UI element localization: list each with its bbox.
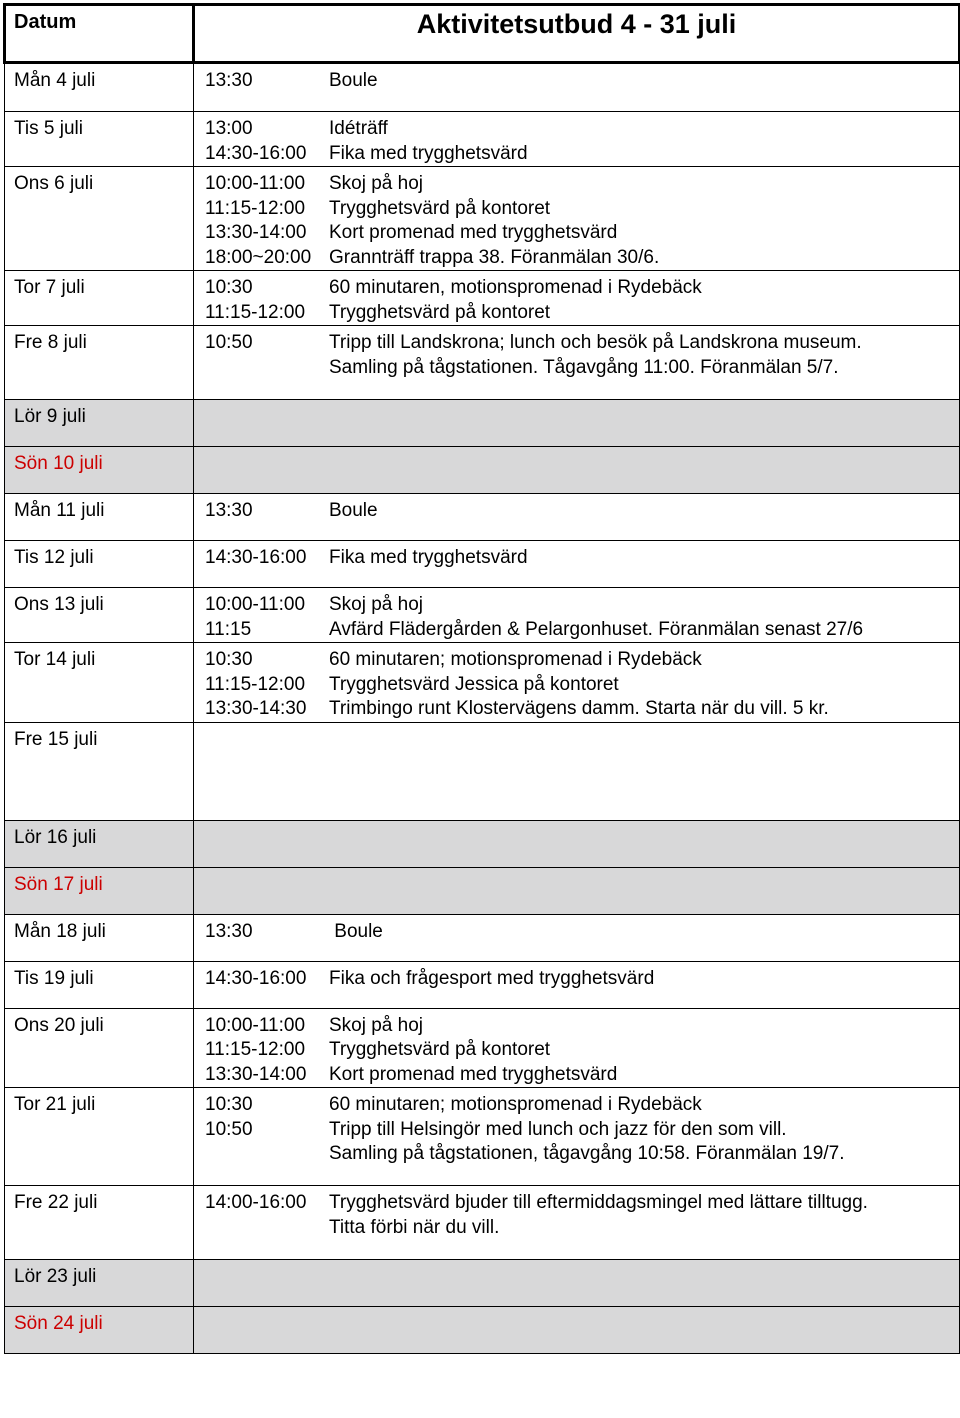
activity-time: 11:15-12:00 — [205, 197, 306, 219]
day-label: Mån 11 juli — [5, 494, 194, 541]
day-label: Fre 22 juli — [5, 1186, 194, 1260]
schedule-row — [5, 494, 960, 541]
activities-cell — [194, 820, 960, 867]
schedule-row — [5, 271, 960, 326]
activity-line — [205, 1118, 959, 1143]
activities-cell — [194, 167, 960, 271]
schedule-row — [5, 400, 960, 447]
activity-time: 13:30 — [205, 920, 253, 942]
activity-description: Tripp till Helsingör med lunch och jazz för den som vill. — [329, 1118, 787, 1140]
activities-cell — [194, 447, 960, 494]
day-label: Tis 19 juli — [5, 961, 194, 1008]
activity-time: 14:30-16:00 — [205, 142, 307, 164]
schedule-row — [5, 820, 960, 867]
activities-cell — [194, 112, 960, 167]
activity-description: Trygghetsvärd på kontoret — [329, 301, 551, 323]
activity-time: 14:30-16:00 — [205, 547, 307, 568]
activity-time: 11:15 — [205, 618, 252, 640]
activity-line — [205, 221, 959, 246]
activities-cell — [194, 1186, 960, 1260]
schedule-row — [5, 167, 960, 271]
date-column-header: Datum — [5, 5, 194, 63]
activity-line — [205, 673, 959, 698]
schedule-row — [5, 326, 960, 400]
activity-time: 13:30-14:00 — [205, 222, 307, 243]
activity-time: 13:30-14:30 — [205, 698, 307, 719]
activity-line — [205, 967, 959, 992]
activity-description: 60 minutaren; motionspromenad i Rydebäck — [329, 649, 702, 670]
schedule-row — [5, 1260, 960, 1307]
schedule-row — [5, 867, 960, 914]
activity-time: 10:50 — [205, 332, 253, 353]
activities-cell — [194, 588, 960, 643]
activity-line — [205, 331, 959, 356]
day-label: Lör 9 juli — [5, 400, 194, 447]
activity-line — [205, 648, 959, 673]
activity-line — [205, 1038, 959, 1063]
activities-cell — [194, 326, 960, 400]
schedule-row — [5, 541, 960, 588]
activity-line — [205, 1216, 959, 1241]
activity-description: 60 minutaren; motionspromenad i Rydebäck — [329, 1094, 702, 1115]
activity-description: Boule — [329, 500, 378, 521]
document-title: Aktivitetsutbud 4 - 31 juli — [194, 5, 960, 63]
activity-time: 18:00~20:00 — [205, 246, 312, 268]
activity-description: Trygghetsvärd Jessica på kontoret — [329, 673, 619, 695]
activities-cell — [194, 1088, 960, 1186]
activities-cell — [194, 271, 960, 326]
activity-line — [205, 246, 959, 271]
day-label: Tor 7 juli — [5, 271, 194, 326]
activity-line — [205, 197, 959, 222]
activity-time: 11:15-12:00 — [205, 1039, 306, 1060]
activity-line — [205, 301, 959, 326]
activities-cell — [194, 541, 960, 588]
day-label: Tis 5 juli — [5, 112, 194, 167]
schedule-table — [3, 3, 960, 1354]
activity-time: 13:30 — [205, 500, 253, 521]
activity-description: Trygghetsvärd på kontoret — [329, 197, 551, 219]
day-label: Tis 12 juli — [5, 541, 194, 588]
activity-description: Avfärd Flädergården & Pelargonhuset. Föranmälan senast 27/6 — [329, 618, 864, 640]
schedule-row — [5, 643, 960, 723]
schedule-row — [5, 961, 960, 1008]
activity-time: 10:30 — [205, 277, 253, 298]
activity-description: Skoj på hoj — [329, 594, 424, 615]
activity-line — [205, 618, 959, 643]
activity-time: 11:15-12:00 — [205, 673, 306, 695]
day-label: Fre 8 juli — [5, 326, 194, 400]
activity-description: 60 minutaren, motionspromenad i Rydebäck — [329, 277, 702, 298]
schedule-row — [5, 1186, 960, 1260]
day-label: Sön 24 juli — [5, 1307, 194, 1354]
day-label: Mån 18 juli — [5, 914, 194, 961]
activity-description: Trimbingo runt Klostervägens damm. Starta när du vill. 5 kr. — [329, 698, 829, 719]
activity-description: Skoj på hoj — [329, 173, 424, 194]
activity-line — [205, 117, 959, 142]
activity-description: Kort promenad med trygghetsvärd — [329, 222, 618, 243]
schedule-row — [5, 112, 960, 167]
day-label: Tor 14 juli — [5, 643, 194, 723]
day-label: Tor 21 juli — [5, 1088, 194, 1186]
activities-cell — [194, 1260, 960, 1307]
activities-cell — [194, 643, 960, 723]
schedule-row — [5, 1088, 960, 1186]
activity-time: 10:30 — [205, 649, 253, 670]
activity-time: 13:00 — [205, 118, 253, 139]
schedule-row — [5, 1008, 960, 1088]
activity-description: Fika och frågesport med trygghetsvärd — [329, 967, 655, 989]
activity-description: Skoj på hoj — [329, 1014, 424, 1036]
activity-description: Trygghetsvärd på kontoret — [329, 1039, 551, 1060]
schedule-row — [5, 914, 960, 961]
activity-line — [205, 697, 959, 722]
day-label: Ons 13 juli — [5, 588, 194, 643]
activity-time: 10:00-11:00 — [205, 594, 306, 615]
activities-cell — [194, 1008, 960, 1088]
activity-description: Boule — [329, 70, 378, 91]
activity-description: Grannträff trappa 38. Föranmälan 30/6. — [329, 246, 660, 268]
activity-line — [205, 1191, 959, 1216]
schedule-row — [5, 722, 960, 820]
header-row — [5, 5, 960, 63]
activity-time: 11:15-12:00 — [205, 301, 306, 323]
activities-cell — [194, 867, 960, 914]
activity-line — [205, 920, 959, 945]
day-label: Lör 16 juli — [5, 820, 194, 867]
activity-line — [205, 172, 959, 197]
activity-line — [205, 546, 959, 571]
schedule-row — [5, 588, 960, 643]
schedule-row — [5, 447, 960, 494]
activity-description: Tripp till Landskrona; lunch och besök på Landskrona museum. — [329, 332, 862, 353]
activity-description: Kort promenad med trygghetsvärd — [329, 1063, 618, 1085]
activity-description: Fika med trygghetsvärd — [329, 142, 528, 164]
schedule-body — [5, 5, 960, 1354]
activity-line — [205, 1142, 959, 1167]
activity-line — [205, 1014, 959, 1039]
activity-description: Idéträff — [329, 118, 388, 139]
activity-time: 14:00-16:00 — [205, 1192, 307, 1213]
activity-time: 10:00-11:00 — [205, 173, 306, 194]
activity-time: 14:30-16:00 — [205, 967, 307, 989]
activities-cell — [194, 63, 960, 112]
activities-cell — [194, 914, 960, 961]
activity-line — [205, 276, 959, 301]
activity-line — [205, 356, 959, 381]
day-label: Mån 4 juli — [5, 63, 194, 112]
activity-description: Trygghetsvärd bjuder till eftermiddagsmingel med lättare tilltugg. — [329, 1192, 868, 1213]
activities-cell — [194, 494, 960, 541]
activity-line — [205, 142, 959, 167]
activity-time: 10:30 — [205, 1094, 253, 1115]
day-label: Ons 6 juli — [5, 167, 194, 271]
activity-time: 10:00-11:00 — [205, 1014, 306, 1036]
schedule-row — [5, 1307, 960, 1354]
activities-cell — [194, 400, 960, 447]
activity-description: Samling på tågstationen. Tågavgång 11:00. Föranmälan 5/7. — [329, 356, 839, 378]
activities-cell — [194, 961, 960, 1008]
activity-description: Boule — [329, 920, 383, 942]
activity-description: Samling på tågstationen, tågavgång 10:58. Föranmälan 19/7. — [329, 1143, 845, 1164]
schedule-row — [5, 63, 960, 112]
day-label: Lör 23 juli — [5, 1260, 194, 1307]
day-label: Sön 17 juli — [5, 867, 194, 914]
activity-description: Titta förbi när du vill. — [329, 1216, 500, 1238]
activity-line — [205, 1093, 959, 1118]
activity-time: 13:30 — [205, 70, 253, 91]
activity-line — [205, 593, 959, 618]
activity-time: 13:30-14:00 — [205, 1063, 307, 1085]
activity-line — [205, 69, 959, 94]
day-label: Fre 15 juli — [5, 722, 194, 820]
activity-line — [205, 499, 959, 524]
activities-cell — [194, 1307, 960, 1354]
activities-cell — [194, 722, 960, 820]
day-label: Sön 10 juli — [5, 447, 194, 494]
activity-time: 10:50 — [205, 1118, 253, 1140]
activity-description: Fika med trygghetsvärd — [329, 547, 528, 568]
activity-line — [205, 1063, 959, 1088]
day-label: Ons 20 juli — [5, 1008, 194, 1088]
